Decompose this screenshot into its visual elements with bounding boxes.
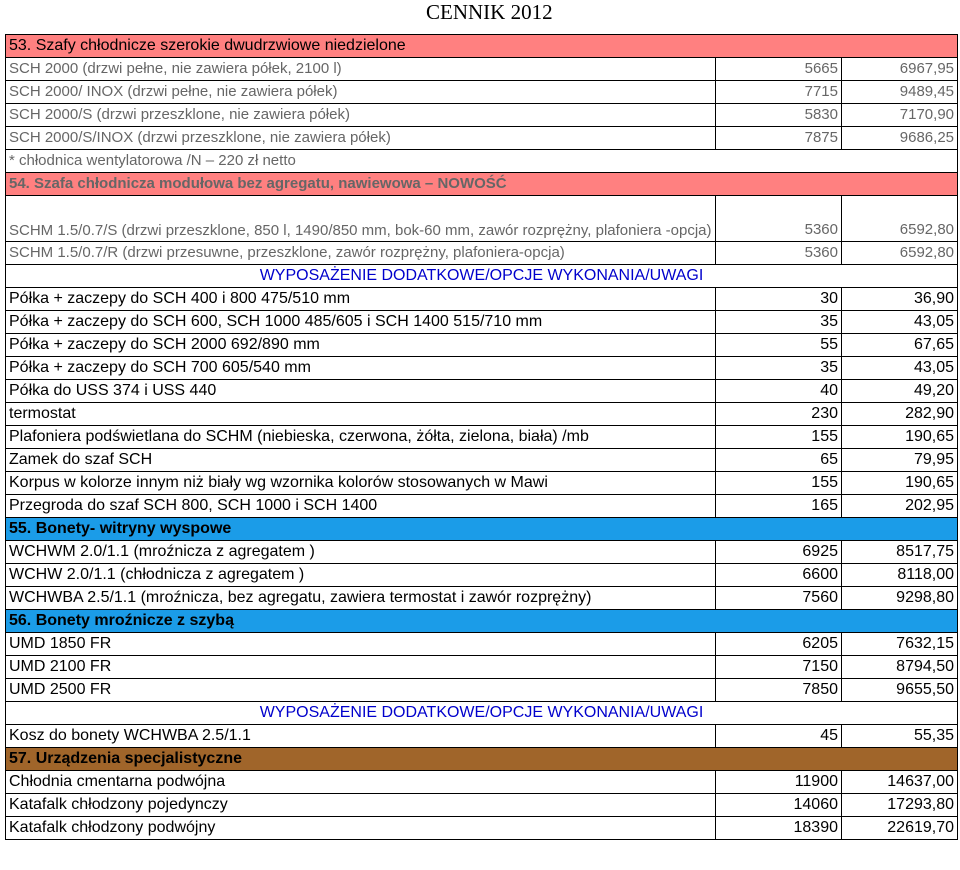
gross-price: 14637,00	[842, 771, 958, 794]
product-name: Półka + zaczepy do SCH 400 i 800 475/510 mm	[6, 288, 716, 311]
product-name: Plafoniera podświetlana do SCHM (niebieska, czerwona, żółta, zielona, biała) /mb	[6, 426, 716, 449]
gross-price: 55,35	[842, 725, 958, 748]
gross-price: 9655,50	[842, 679, 958, 702]
table-row	[6, 656, 958, 679]
net-price: 155	[716, 472, 842, 495]
product-name: SCHM 1.5/0.7/S (drzwi przeszklone, 850 l, 1490/850 mm, bok-60 mm, zawór rozprężny, plafoniera -opcja)	[6, 196, 716, 242]
product-name: SCH 2000 (drzwi pełne, nie zawiera półek, 2100 l)	[6, 58, 716, 81]
gross-price: 190,65	[842, 472, 958, 495]
net-price: 6925	[716, 541, 842, 564]
price-list-body	[6, 35, 958, 840]
table-row	[6, 288, 958, 311]
table-row	[6, 633, 958, 656]
product-name: Zamek do szaf SCH	[6, 449, 716, 472]
table-row	[6, 104, 958, 127]
section-header	[6, 610, 958, 633]
section-title: 53. Szafy chłodnicze szerokie dwudrzwiowe niedzielone	[6, 35, 958, 58]
table-row	[6, 426, 958, 449]
table-row	[6, 541, 958, 564]
gross-price: 43,05	[842, 357, 958, 380]
table-row	[6, 242, 958, 265]
equipment-subheader	[6, 702, 958, 725]
table-row	[6, 357, 958, 380]
product-name: UMD 2500 FR	[6, 679, 716, 702]
table-row	[6, 196, 958, 242]
section-title: 57. Urządzenia specjalistyczne	[6, 748, 958, 771]
net-price: 5360	[716, 242, 842, 265]
product-name: Korpus w kolorze innym niż biały wg wzornika kolorów stosowanych w Mawi	[6, 472, 716, 495]
gross-price: 22619,70	[842, 817, 958, 840]
net-price: 35	[716, 311, 842, 334]
page-title: CENNIK 2012	[426, 0, 553, 24]
gross-price: 67,65	[842, 334, 958, 357]
gross-price: 6592,80	[842, 196, 958, 242]
section-title: 56. Bonety mroźnicze z szybą	[6, 610, 958, 633]
net-price: 230	[716, 403, 842, 426]
product-name: Katafalk chłodzony pojedynczy	[6, 794, 716, 817]
net-price: 6600	[716, 564, 842, 587]
gross-price: 43,05	[842, 311, 958, 334]
product-name: WCHW 2.0/1.1 (chłodnicza z agregatem )	[6, 564, 716, 587]
net-price: 6205	[716, 633, 842, 656]
table-row	[6, 58, 958, 81]
gross-price: 9686,25	[842, 127, 958, 150]
net-price: 14060	[716, 794, 842, 817]
net-price: 7560	[716, 587, 842, 610]
gross-price: 8794,50	[842, 656, 958, 679]
table-row	[6, 587, 958, 610]
net-price: 155	[716, 426, 842, 449]
table-row	[6, 679, 958, 702]
net-price: 55	[716, 334, 842, 357]
net-price: 11900	[716, 771, 842, 794]
table-row	[6, 794, 958, 817]
product-name: termostat	[6, 403, 716, 426]
gross-price: 36,90	[842, 288, 958, 311]
equipment-subheader	[6, 265, 958, 288]
table-row	[6, 771, 958, 794]
gross-price: 49,20	[842, 380, 958, 403]
equipment-subheader-label: WYPOSAŻENIE DODATKOWE/OPCJE WYKONANIA/UWAGI	[6, 702, 958, 725]
gross-price: 7632,15	[842, 633, 958, 656]
section-title: 55. Bonety- witryny wyspowe	[6, 518, 958, 541]
gross-price: 8517,75	[842, 541, 958, 564]
gross-price: 9298,80	[842, 587, 958, 610]
net-price: 65	[716, 449, 842, 472]
net-price: 18390	[716, 817, 842, 840]
product-name: SCHM 1.5/0.7/R (drzwi przesuwne, przeszklone, zawór rozprężny, plafoniera-opcja)	[6, 242, 716, 265]
product-name: SCH 2000/ INOX (drzwi pełne, nie zawiera półek)	[6, 81, 716, 104]
section-title: 54. Szafa chłodnicza modułowa bez agregatu, nawiewowa – NOWOŚĆ	[6, 173, 958, 196]
table-row	[6, 127, 958, 150]
product-name: WCHWM 2.0/1.1 (mroźnicza z agregatem )	[6, 541, 716, 564]
product-name: UMD 1850 FR	[6, 633, 716, 656]
gross-price: 7170,90	[842, 104, 958, 127]
table-row	[6, 449, 958, 472]
gross-price: 17293,80	[842, 794, 958, 817]
table-row	[6, 564, 958, 587]
table-row	[6, 311, 958, 334]
gross-price: 202,95	[842, 495, 958, 518]
gross-price: 6592,80	[842, 242, 958, 265]
product-name: SCH 2000/S (drzwi przeszklone, nie zawiera półek)	[6, 104, 716, 127]
product-name: WCHWBA 2.5/1.1 (mroźnicza, bez agregatu, zawiera termostat i zawór rozprężny)	[6, 587, 716, 610]
section-header	[6, 748, 958, 771]
table-row	[6, 380, 958, 403]
gross-price: 282,90	[842, 403, 958, 426]
equipment-subheader-label: WYPOSAŻENIE DODATKOWE/OPCJE WYKONANIA/UWAGI	[6, 265, 958, 288]
product-name: SCH 2000/S/INOX (drzwi przeszklone, nie zawiera półek)	[6, 127, 716, 150]
net-price: 35	[716, 357, 842, 380]
note-row	[6, 150, 958, 173]
product-name: UMD 2100 FR	[6, 656, 716, 679]
table-row	[6, 403, 958, 426]
net-price: 7850	[716, 679, 842, 702]
product-name: Katafalk chłodzony podwójny	[6, 817, 716, 840]
net-price: 5360	[716, 196, 842, 242]
section-header	[6, 173, 958, 196]
net-price: 7875	[716, 127, 842, 150]
product-name: Półka + zaczepy do SCH 700 605/540 mm	[6, 357, 716, 380]
table-row	[6, 725, 958, 748]
note-text: * chłodnica wentylatorowa /N – 220 zł netto	[6, 150, 958, 173]
product-name: Półka + zaczepy do SCH 600, SCH 1000 485/605 i SCH 1400 515/710 mm	[6, 311, 716, 334]
product-name: Przegroda do szaf SCH 800, SCH 1000 i SCH 1400	[6, 495, 716, 518]
net-price: 7715	[716, 81, 842, 104]
net-price: 45	[716, 725, 842, 748]
net-price: 7150	[716, 656, 842, 679]
product-name: Kosz do bonety WCHWBA 2.5/1.1	[6, 725, 716, 748]
net-price: 5665	[716, 58, 842, 81]
gross-price: 6967,95	[842, 58, 958, 81]
product-name: Półka do USS 374 i USS 440	[6, 380, 716, 403]
section-header	[6, 518, 958, 541]
table-row	[6, 472, 958, 495]
product-name: Półka + zaczepy do SCH 2000 692/890 mm	[6, 334, 716, 357]
price-list-table	[5, 34, 958, 840]
gross-price: 79,95	[842, 449, 958, 472]
product-name: Chłodnia cmentarna podwójna	[6, 771, 716, 794]
net-price: 5830	[716, 104, 842, 127]
net-price: 30	[716, 288, 842, 311]
gross-price: 190,65	[842, 426, 958, 449]
net-price: 165	[716, 495, 842, 518]
table-row	[6, 81, 958, 104]
section-header	[6, 35, 958, 58]
table-row	[6, 495, 958, 518]
net-price: 40	[716, 380, 842, 403]
table-row	[6, 334, 958, 357]
gross-price: 8118,00	[842, 564, 958, 587]
gross-price: 9489,45	[842, 81, 958, 104]
table-row	[6, 817, 958, 840]
